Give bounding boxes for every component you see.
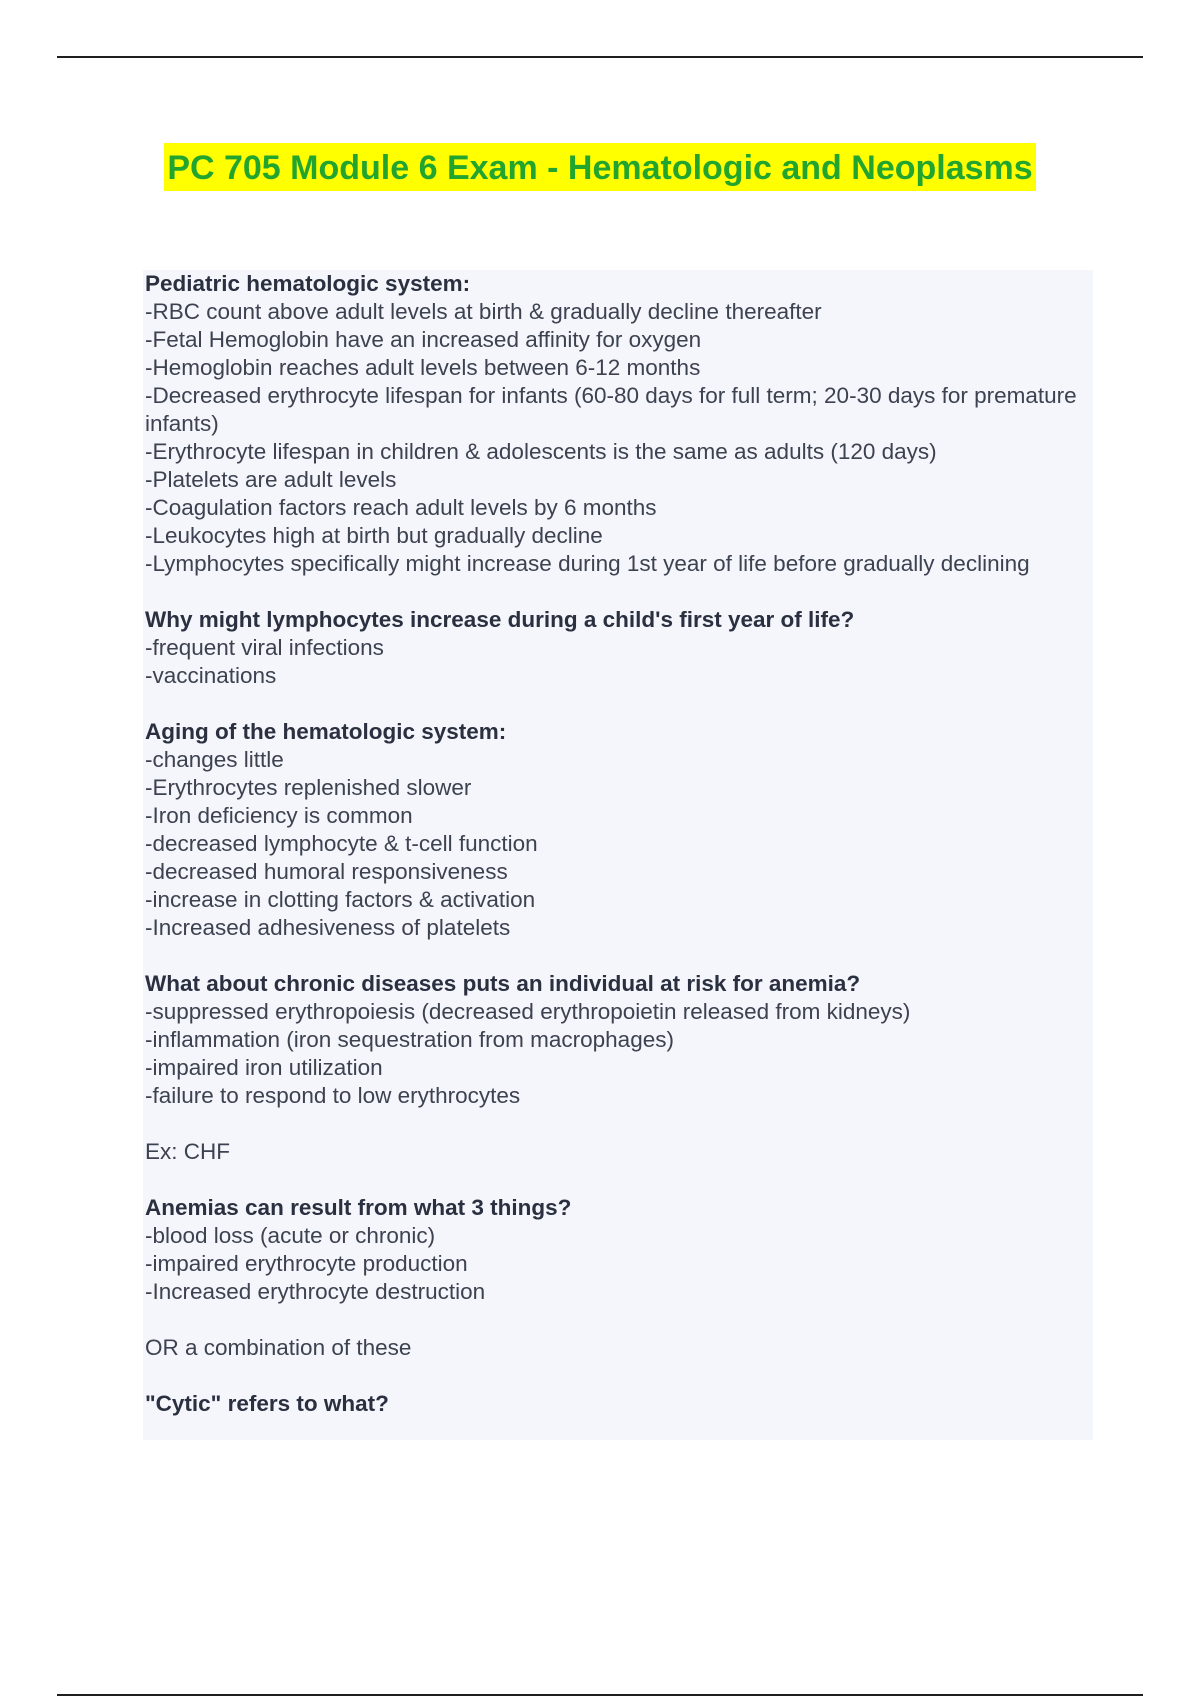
section-line: -Increased erythrocyte destruction: [145, 1279, 486, 1304]
section-cytic: [145, 1390, 1093, 1418]
section-line: -Erythrocytes replenished slower: [145, 775, 472, 800]
section-heading: Why might lymphocytes increase during a child's first year of life?: [145, 607, 855, 632]
header-rule: [57, 56, 1143, 58]
section-line: -Lymphocytes specifically might increase during 1st year of life before gradually declining: [145, 551, 1030, 576]
section-line: -Platelets are adult levels: [145, 467, 397, 492]
section-heading: "Cytic" refers to what?: [145, 1391, 389, 1416]
section-line: -vaccinations: [145, 663, 277, 688]
section-line: -failure to respond to low erythrocytes: [145, 1083, 521, 1108]
section-heading: Aging of the hematologic system:: [145, 719, 507, 744]
section-line: -suppressed erythropoiesis (decreased erythropoietin released from kidneys): [145, 999, 911, 1024]
section-line: -increase in clotting factors & activation: [145, 887, 536, 912]
section-line: -frequent viral infections: [145, 635, 384, 660]
section-aging-hematologic: [145, 718, 1093, 942]
section-line: -Fetal Hemoglobin have an increased affinity for oxygen: [145, 327, 702, 352]
section-line: -Leukocytes high at birth but gradually decline: [145, 523, 603, 548]
section-note: OR a combination of these: [145, 1335, 412, 1360]
section-line: -Decreased erythrocyte lifespan for infants (60-80 days for full term; 20-30 days for premature infants): [145, 383, 1077, 436]
section-lymphocytes-first-year: [145, 606, 1093, 690]
section-anemia-causes: [145, 1194, 1093, 1306]
section-heading: Anemias can result from what 3 things?: [145, 1195, 572, 1220]
section-line: -decreased lymphocyte & t-cell function: [145, 831, 538, 856]
section-line: -blood loss (acute or chronic): [145, 1223, 436, 1248]
study-content: [143, 270, 1093, 1440]
section-line: -Hemoglobin reaches adult levels between 6-12 months: [145, 355, 701, 380]
section-line: -impaired erythrocyte production: [145, 1251, 468, 1276]
section-line: -decreased humoral responsiveness: [145, 859, 508, 884]
section-line: -impaired iron utilization: [145, 1055, 383, 1080]
section-line: -inflammation (iron sequestration from macrophages): [145, 1027, 674, 1052]
section-line: -Coagulation factors reach adult levels by 6 months: [145, 495, 657, 520]
footer-rule: [57, 1694, 1143, 1696]
section-pediatric-hematologic: [145, 270, 1093, 578]
section-line: -changes little: [145, 747, 284, 772]
section-line: -RBC count above adult levels at birth & gradually decline thereafter: [145, 299, 822, 324]
section-line: -Iron deficiency is common: [145, 803, 413, 828]
section-line: -Erythrocyte lifespan in children & adolescents is the same as adults (120 days): [145, 439, 937, 464]
section-chronic-disease-anemia: [145, 970, 1093, 1110]
section-heading: Pediatric hematologic system:: [145, 271, 471, 296]
title-container: [0, 143, 1200, 191]
section-line: -Increased adhesiveness of platelets: [145, 915, 511, 940]
section-heading: What about chronic diseases puts an individual at risk for anemia?: [145, 971, 861, 996]
section-note: Ex: CHF: [145, 1139, 231, 1164]
document-title: PC 705 Module 6 Exam - Hematologic and Neoplasms: [164, 143, 1035, 191]
